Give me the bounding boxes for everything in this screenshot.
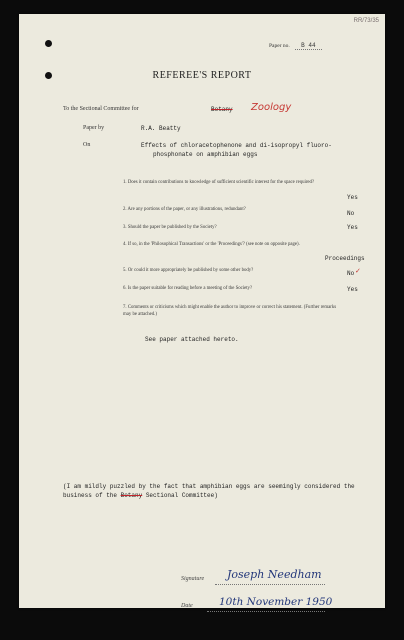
question-5: 5. Or could it more appropriately be published by some other body?: [123, 268, 254, 273]
question-3: 3. Should the paper be published by the Society?: [123, 225, 217, 230]
question-6: 6. Is the paper suitable for reading before a meeting of the Society?: [123, 286, 253, 291]
topic-line-1: Effects of chloracetophenone and di-isopropyl fluoro-: [141, 142, 332, 149]
question-1: 1. Does it contain contributions to knowledge of sufficient scientific interest for the space required?: [123, 180, 315, 185]
paper-by-label: Paper by: [83, 125, 105, 131]
committee-label: To the Sectional Committee for: [63, 106, 139, 112]
question-7: 7. Comments or criticisms which might enable the author to improve or correct his statement. (Further remarks may be attached.): [123, 305, 337, 317]
question-2: 2. Are any portions of the paper, or any illustrations, redundant?: [123, 207, 246, 212]
answer-1: Yes: [347, 194, 358, 201]
answer-6: Yes: [347, 286, 358, 293]
question-4: 4. If so, in the 'Philosophical Transactions' or the 'Proceedings'? (see note on opposite page).: [123, 242, 300, 247]
paper-number-value: B 44: [295, 42, 321, 50]
page-title: REFEREE'S REPORT: [152, 70, 252, 81]
date-line: [207, 611, 325, 612]
answer-5: No: [347, 270, 355, 277]
answer-4: Proceedings: [325, 255, 365, 262]
committee-typed-value: Botany: [211, 106, 233, 113]
answer-2: No: [347, 210, 355, 217]
signature-label: Signature: [181, 576, 205, 582]
date-label: Date: [181, 603, 193, 609]
paper-number: [269, 42, 322, 49]
on-label: On: [83, 142, 91, 148]
committee-handwritten-correction: Zoology: [251, 102, 292, 113]
date-value: 10th November 1950: [219, 596, 333, 608]
comment-text: See paper attached hereto.: [145, 336, 239, 343]
punch-hole: [45, 40, 52, 47]
document-sheet: [19, 14, 385, 608]
referee-remark: (I am mildly puzzled by the fact that amphibian eggs are seemingly considered the business of the Botany Sectional Committee): [63, 483, 355, 499]
paper-number-label: Paper no.: [269, 43, 290, 49]
signature-line: [215, 584, 325, 585]
signature: Joseph Needham: [227, 568, 322, 581]
reference-code: RR/73/35: [353, 18, 379, 24]
answer-3: Yes: [347, 224, 358, 231]
paper-by-value: R.A. Beatty: [141, 125, 181, 132]
check-mark-icon: ✓: [355, 267, 361, 275]
topic-line-2: phosphonate on amphibian eggs: [153, 151, 258, 158]
